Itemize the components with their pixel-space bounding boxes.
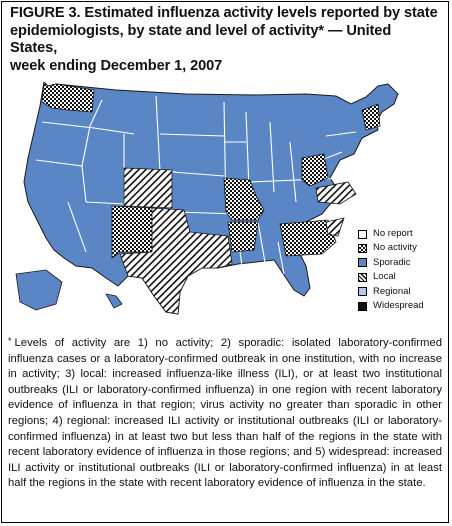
legend-swatch (358, 230, 367, 239)
legend-label: No activity (373, 242, 417, 254)
legend-swatch (358, 258, 367, 267)
legend-swatch (358, 302, 367, 311)
legend-label: Local (373, 271, 396, 283)
legend-label: Sporadic (373, 256, 411, 268)
legend-item-no-report (358, 227, 448, 241)
footnote (8, 334, 442, 492)
state-south-carolina (326, 218, 344, 236)
legend-item-widespread (358, 299, 448, 313)
legend-swatch (358, 244, 367, 253)
legend-label: No report (373, 227, 413, 239)
state-colorado (124, 168, 172, 208)
title-line-3: week ending December 1, 2007 (10, 57, 223, 74)
legend-item-regional (358, 285, 448, 299)
legend-label: Regional (373, 285, 411, 297)
state-hawaii (106, 294, 122, 308)
legend-item-local (358, 270, 448, 284)
state-alaska (16, 270, 62, 310)
figure-title (10, 5, 442, 75)
title-line-2: epidemiologists, by state and level of activity* — United States, (10, 22, 392, 56)
legend-label: Widespread (373, 299, 424, 311)
legend-item-sporadic (358, 256, 448, 270)
legend-swatch (358, 287, 367, 296)
map-legend (358, 227, 448, 313)
title-line-1: FIGURE 3. Estimated influenza activity levels reported by state (10, 5, 438, 21)
legend-swatch (358, 273, 367, 282)
footnote-text: Levels of activity are 1) no activity; 2) sporadic: isolated laboratory-confirmed influenza cases or a laboratory-confirmed outbreak in one institution, with no increase in activity; 3) local: increased influenza-like illness (ILI), or at least two institutional outbreaks (ILI or laboratory-confirmed influenza) in one region with recent laboratory evidence of influenza in that region; virus activity no greater than sporadic in other regions; 4) regional: increased ILI activity or institutional outbreaks (ILI or laboratory-confirmed influenza) in at least two but less than half of the regions in the state with recent laboratory evidence of influenza in those regions; and 5) widespread: increased ILI activity or institutional outbreaks (ILI or laboratory-confirmed influenza) in at least half the regions in the state with recent laboratory evidence of influenza in the state. (8, 337, 442, 490)
footnote-marker: * (8, 336, 12, 346)
state-new-mexico (112, 206, 152, 258)
state-arkansas (228, 222, 258, 252)
legend-item-no-activity (358, 241, 448, 255)
